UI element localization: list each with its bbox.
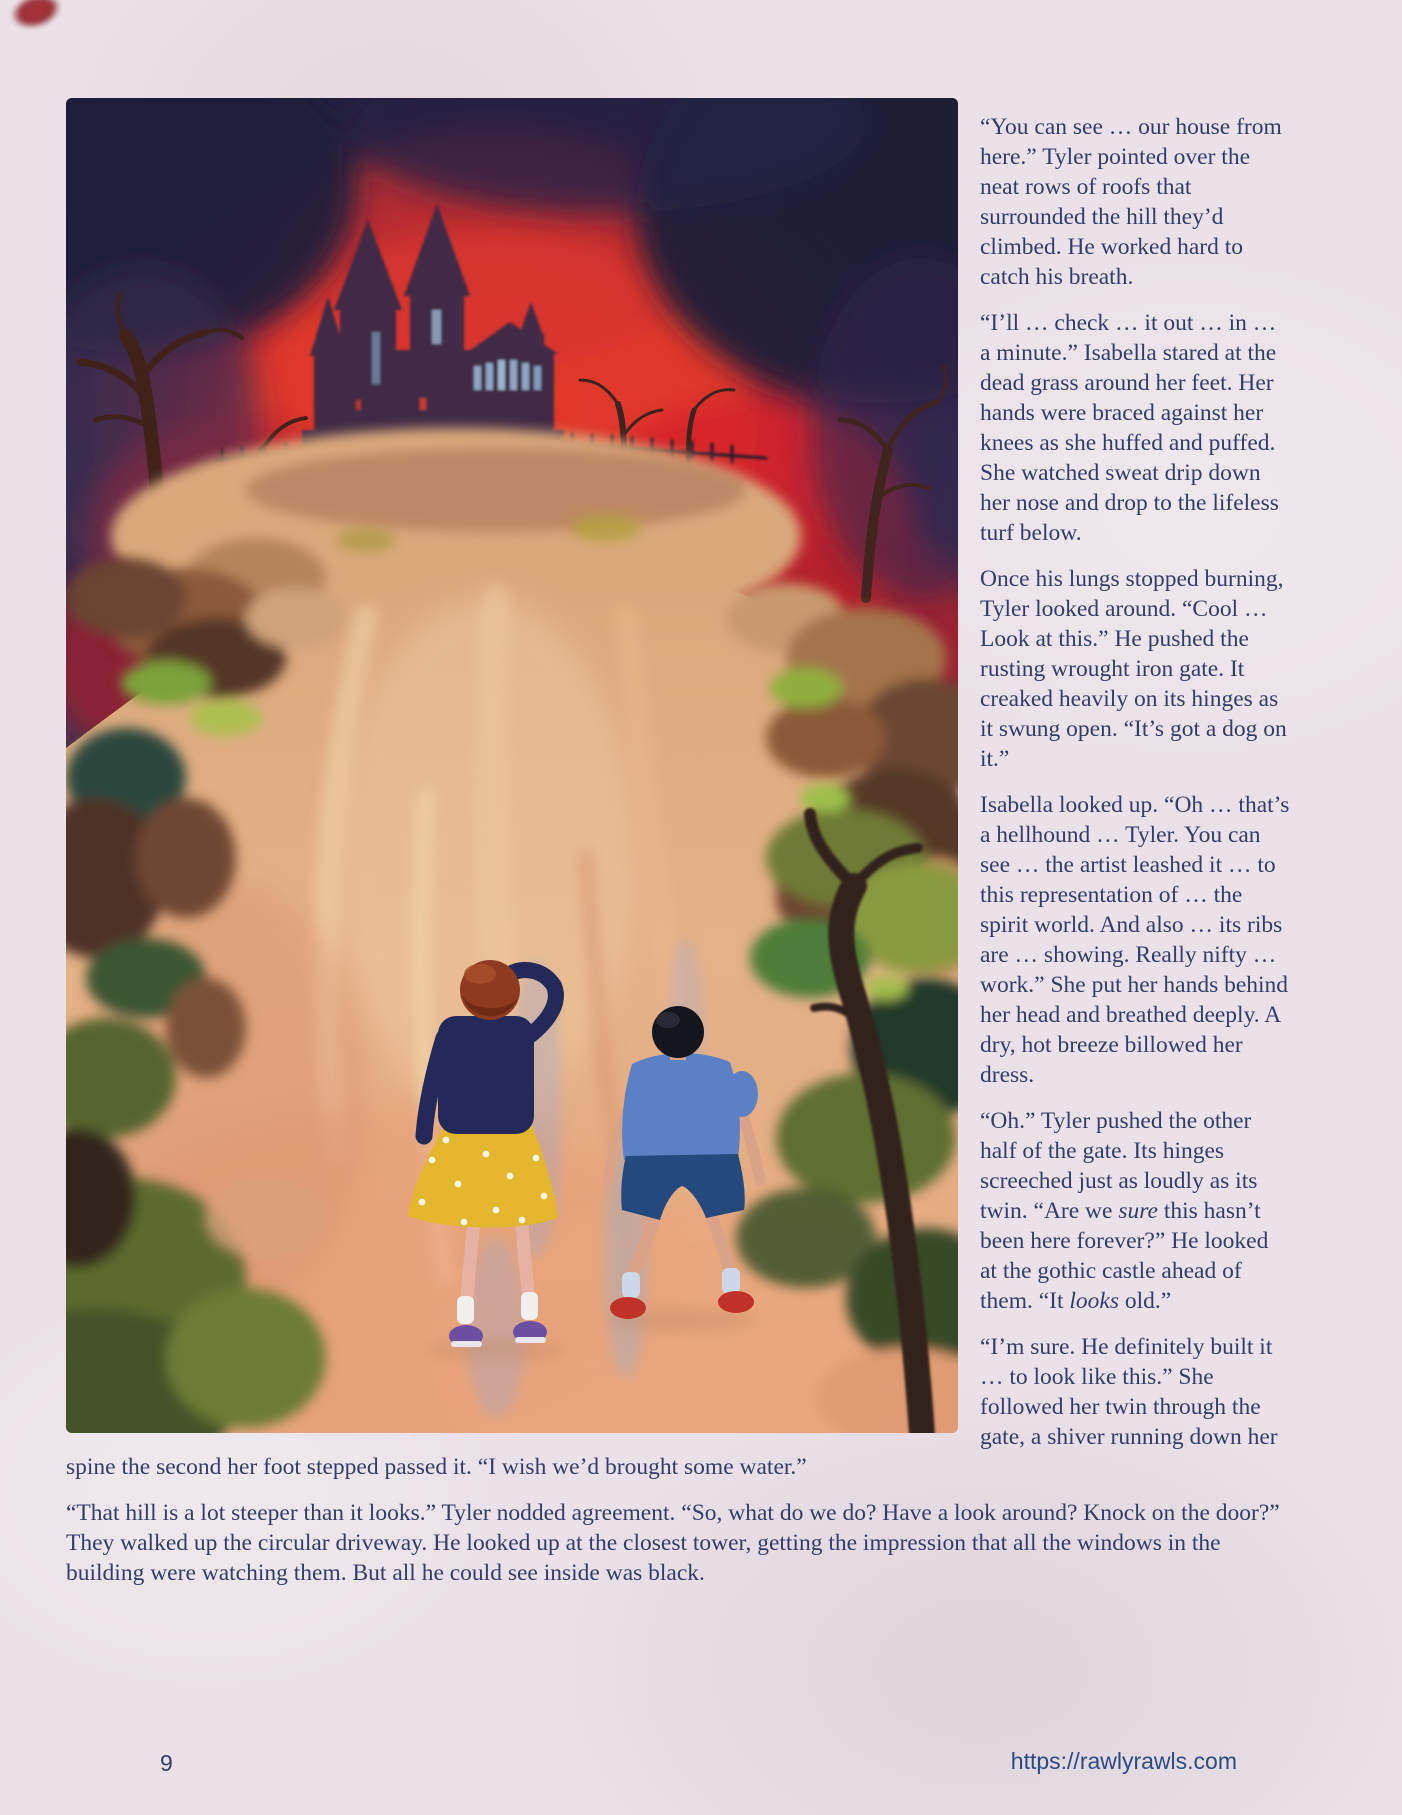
boy-shirt (622, 1053, 740, 1160)
girl-sock (521, 1292, 538, 1320)
red-paint-smudge (6, 0, 66, 35)
boy-sneaker (718, 1291, 754, 1313)
p5-italic-sure: sure (1118, 1198, 1158, 1224)
boy-sock (722, 1268, 740, 1294)
page-number: 9 (160, 1750, 173, 1776)
boy-sleeve (726, 1071, 758, 1117)
p5-text: “Oh.” Tyler pushed the other half of the gate. Its hinges screeched just as loudly as its twin. “Are we (980, 1108, 1258, 1224)
p5-text: old.” (1119, 1288, 1172, 1314)
girl-shoe-sole (451, 1341, 482, 1347)
p5-italic-looks: looks (1069, 1288, 1120, 1314)
story-paragraph-7: “That hill is a lot steeper than it looks.” Tyler nodded agreement. “So, what do we do? Have a look around? Knock on the door?” They walked up the circular driveway. He looked up at the closest tower, getting the impression that all the windows in the building were watching them. But all he could see inside was black. (66, 1500, 1280, 1586)
story-paragraph-2: “I’ll … check … it out … in … a minute.” Isabella stared at the dead grass around her feet. Her hands were braced against her knees as she huffed and puffed. She watched sweat drip down her nose and drop to the lifeless turf below. (980, 310, 1279, 546)
story-paragraph-4: Isabella looked up. “Oh … that’s a hellhound … Tyler. You can see … the artist leashed it … to this representation of … the spirit world. And also … its ribs are … showing. Really nifty … work.” She put her hands behind her head and breathed deeply. A dry, hot breeze billowed her dress. (980, 792, 1290, 1088)
boy-hair-highlight (656, 1012, 680, 1028)
page-footer (0, 1742, 1402, 1788)
story-text-flow (66, 98, 1290, 1604)
website-link[interactable]: https://rawlyrawls.com (1010, 1748, 1237, 1774)
p5-text: this hasn’t been here forever?” He looked at the gothic castle ahead of them. “It (980, 1198, 1269, 1314)
story-paragraph-6: “I’m sure. He definitely built it … to look like this.” She followed her twin through the gate, a shiver running down her spine the second her foot stepped passed it. “I wish we’d brought some water.” (66, 1334, 1278, 1480)
girl-hair-highlight (464, 964, 496, 984)
story-paragraph-3: Once his lungs stopped burning, Tyler looked around. “Cool … Look at this.” He pushed the rusting wrought iron gate. It creaked heavily on its hinges as it swung open. “It’s got a dog on it.” (980, 566, 1287, 772)
boy-hair (652, 1006, 704, 1058)
boy-sneaker (610, 1297, 646, 1319)
story-paragraph-1: “You can see … our house from here.” Tyler pointed over the neat rows of roofs that surrounded the hill they’d climbed. He worked hard to catch his breath. (980, 114, 1282, 290)
girl-shoe-sole (515, 1337, 546, 1343)
boy-sock (622, 1272, 640, 1298)
girl-sock (457, 1296, 474, 1324)
story-illustration (66, 98, 958, 1433)
